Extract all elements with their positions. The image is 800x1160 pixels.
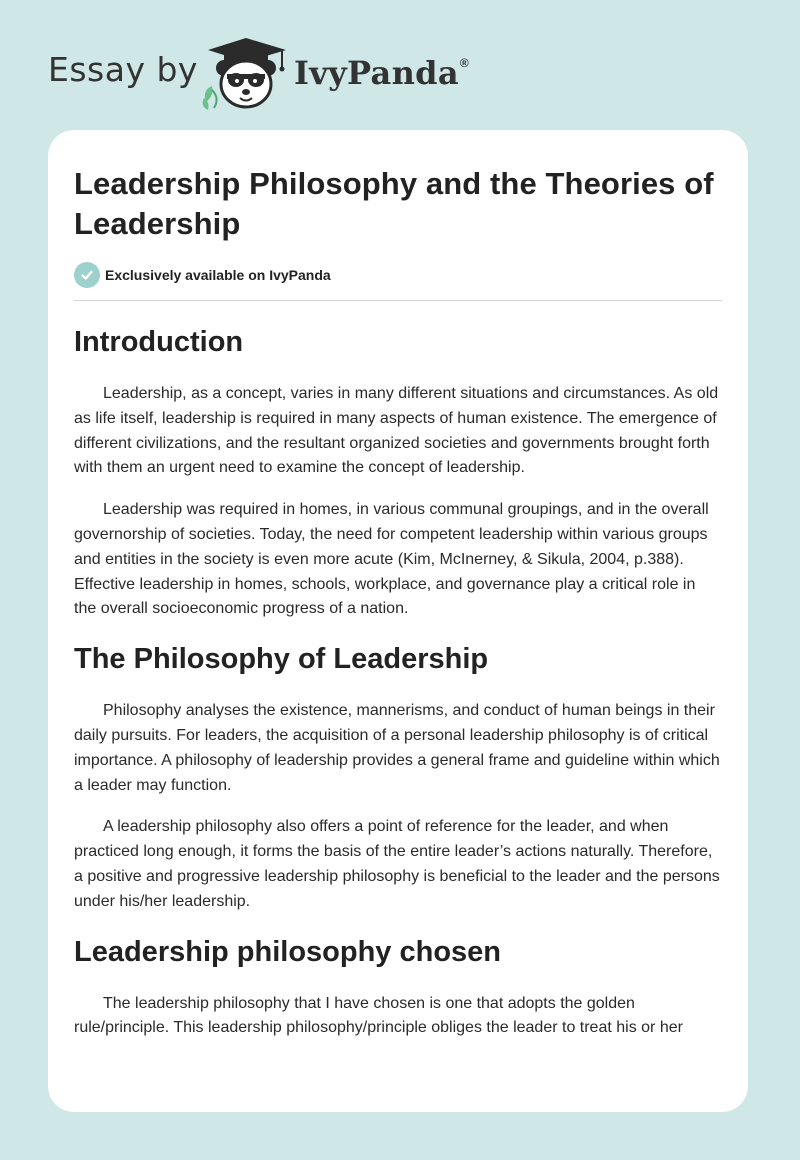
section-heading-philosophy: The Philosophy of Leadership [74,643,489,676]
divider [74,300,722,301]
site-header [0,0,800,130]
essay-by-label: Essay by [48,50,198,89]
paragraph: A leadership philosophy also offers a point of reference for the leader, and when practiced long enough, it forms the basis of the entire leader’s actions naturally. Therefore, a positive and progressive leadership philosophy is beneficial to the leader and the persons under his/her leadership. [74,818,720,910]
brand-name[interactable] [294,54,469,92]
paragraph: The leadership philosophy that I have chosen is one that adopts the golden rule/principle. This leadership philosophy/principle obliges the leader to treat his or her [74,994,683,1037]
essay-card [48,130,748,1112]
paragraph: Leadership, as a concept, varies in many different situations and circumstances. As old as life itself, leadership is required in many aspects of human existence. The emergence of different civilizations, and the resultant organized societies and governments brought forth with them an urgent need to examine the concept of leadership. [74,385,719,477]
brand-label: IvyPanda [294,54,459,92]
panda-graduate-logo-icon[interactable] [198,36,294,110]
section-heading-chosen: Leadership philosophy chosen [74,935,502,968]
registered-mark: ® [459,56,470,70]
section-heading-introduction: Introduction [74,326,244,358]
exclusive-badge [74,262,722,288]
exclusive-badge-text: Exclusively available on IvyPanda [105,267,331,283]
paragraph: Leadership was required in homes, in various communal groupings, and in the overall governorship of societies. Today, the need for competent leadership within various groups and entities in the society is even more acute (Kim, McInerney, & Sikula, 2004, p.388). Effective leadership in homes, schools, workplace, and governance play a critical role in the overall socioeconomic progress of a nation. [74,501,709,618]
paragraph: Philosophy analyses the existence, mannerisms, and conduct of human beings in their daily pursuits. For leaders, the acquisition of a personal leadership philosophy is of critical importance. A philosophy of leadership provides a general frame and guideline within which a leader may function. [74,702,720,794]
essay-title: Leadership Philosophy and the Theories of Leadership [74,166,714,241]
check-circle-icon [74,262,100,288]
